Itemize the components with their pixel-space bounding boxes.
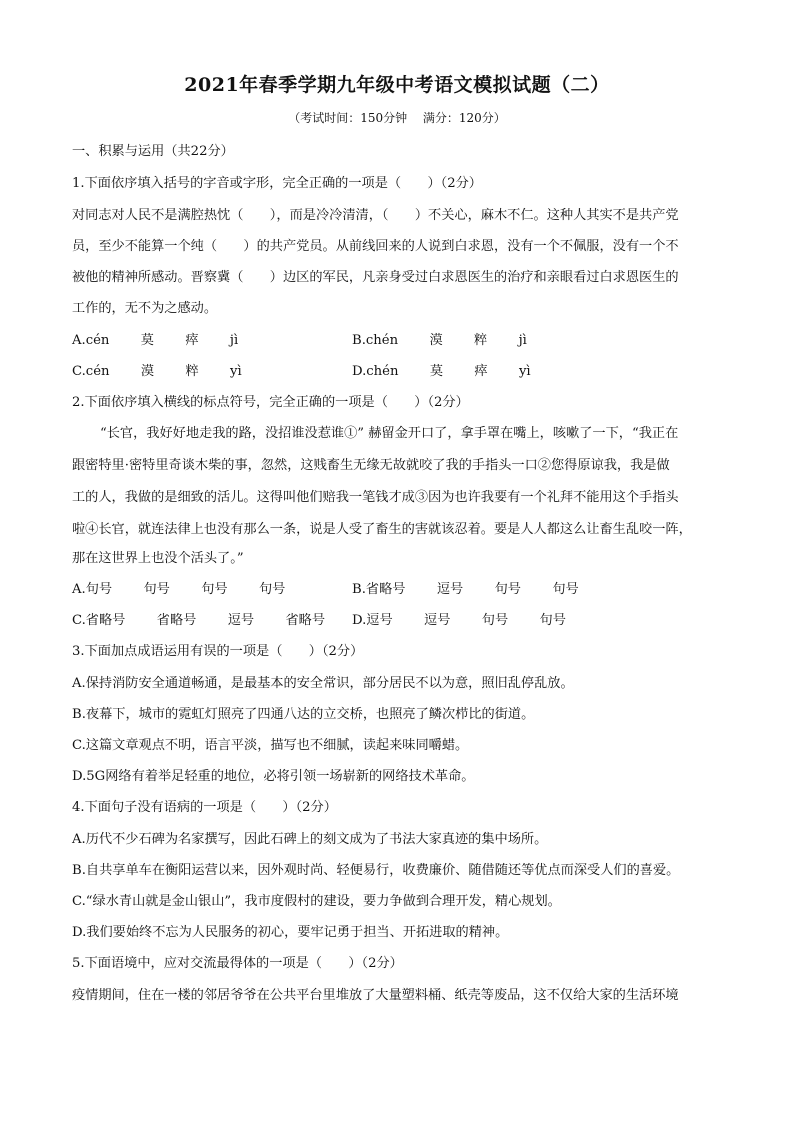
- question-2-passage-line: 啦④长官，就连法律上也没有那么一条，说是人受了畜生的害就该忍着。要是人人都这么让畜生乱咬一阵，: [72, 522, 692, 537]
- question-4-option-c: C.“绿水青山就是金山银山”，我市度假村的建设，要力争做到合理开发，精心规划。: [72, 894, 561, 909]
- question-4-option-a: A.历代不少石碑为名家撰写，因此石碑上的刻文成为了书法大家真迹的集中场所。: [72, 832, 548, 847]
- question-2-passage-line: 那在这世界上也没个活头了。”: [72, 551, 244, 566]
- question-1-option-b: B.chén 漠 粹 jì: [352, 333, 527, 348]
- question-1-option-d: D.chén 莫 瘁 yì: [352, 364, 531, 379]
- question-2-option-c: C.省略号 省略号 逗号 省略号: [72, 613, 326, 628]
- question-1-stem: 1.下面依序填入括号的字音或字形，完全正确的一项是（ ）（2分）: [72, 176, 482, 191]
- question-5-passage-line: 疫情期间，住在一楼的邻居爷爷在公共平台里堆放了大量塑料桶、纸壳等废品，这不仅给大家的生活环境: [72, 988, 679, 1003]
- question-5-stem: 5.下面语境中，应对交流最得体的一项是（ ）（2分）: [72, 956, 403, 971]
- question-4-option-d: D.我们要始终不忘为人民服务的初心，要牢记勇于担当、开拓进取的精神。: [72, 925, 509, 940]
- exam-info: （考试时间：150分钟 满分：120分）: [288, 111, 506, 125]
- question-4-stem: 4.下面句子没有语病的一项是（ ）（2分）: [72, 800, 337, 815]
- question-1-passage-line: 员，至少不能算一个纯（ ）的共产党员。从前线回来的人说到白求恩，没有一个不佩服，没有一个不: [72, 239, 679, 254]
- question-3-option-b: B.夜幕下，城市的霓虹灯照亮了四通八达的立交桥，也照亮了鳞次栉比的街道。: [72, 707, 535, 722]
- question-4-option-b: B.自共享单车在衡阳运营以来，因外观时尚、轻便易行，收费廉价、随借随还等优点而深受人们的喜爱。: [72, 863, 680, 878]
- question-1-option-c: C.cén 漠 粹 yì: [72, 364, 242, 379]
- question-1-passage-line: 对同志对人民不是满腔热忱（ ），而是冷冷清清，（ ）不关心，麻木不仁。这种人其实不是共产党: [72, 208, 679, 223]
- question-1-passage-line: 被他的精神所感动。晋察冀（ ）边区的军民，凡亲身受过白求恩医生的治疗和亲眼看过白求恩医生的: [72, 270, 679, 285]
- question-2-passage-line: 跟密特里·密特里奇谈木柴的事，忽然，这贱畜生无缘无故就咬了我的手指头一口②您得原谅我，我是做: [72, 458, 670, 473]
- question-2-option-d: D.逗号 逗号 句号 句号: [352, 613, 566, 628]
- question-3-option-c: C.这篇文章观点不明，语言平淡，描写也不细腻，读起来味同嚼蜡。: [72, 738, 469, 753]
- section-heading: 一、积累与运用（共22分）: [72, 144, 234, 159]
- question-2-option-b: B.省略号 逗号 句号 句号: [352, 582, 579, 597]
- question-3-stem: 3.下面加点成语运用有误的一项是（ ）（2分）: [72, 644, 364, 659]
- page-title: 2021年春季学期九年级中考语文模拟试题（二）: [184, 74, 610, 96]
- question-3-option-a: A.保持消防安全通道畅通，是最基本的安全常识，部分居民不以为意，照旧乱停乱放。: [72, 676, 574, 691]
- question-2-stem: 2.下面依序填入横线的标点符号，完全正确的一项是（ ）（2分）: [72, 395, 469, 410]
- question-1-passage-line: 工作的，无不为之感动。: [72, 301, 218, 316]
- question-3-option-d: D.5G网络有着举足轻重的地位，必将引领一场崭新的网络技术革命。: [72, 769, 475, 784]
- question-2-passage-line: 工的人，我做的是细致的活儿。这得叫他们赔我一笔钱才成③因为也许我要有一个礼拜不能用这个手指头: [72, 490, 679, 505]
- question-2-option-a: A.句号 句号 句号 句号: [72, 582, 286, 597]
- question-2-passage-line: “长官，我好好地走我的路，没招谁没惹谁①” 赫留金开口了，拿手罩在嘴上，咳嗽了一下，“我正在: [100, 426, 679, 441]
- question-1-option-a: A.cén 莫 瘁 jì: [72, 333, 239, 348]
